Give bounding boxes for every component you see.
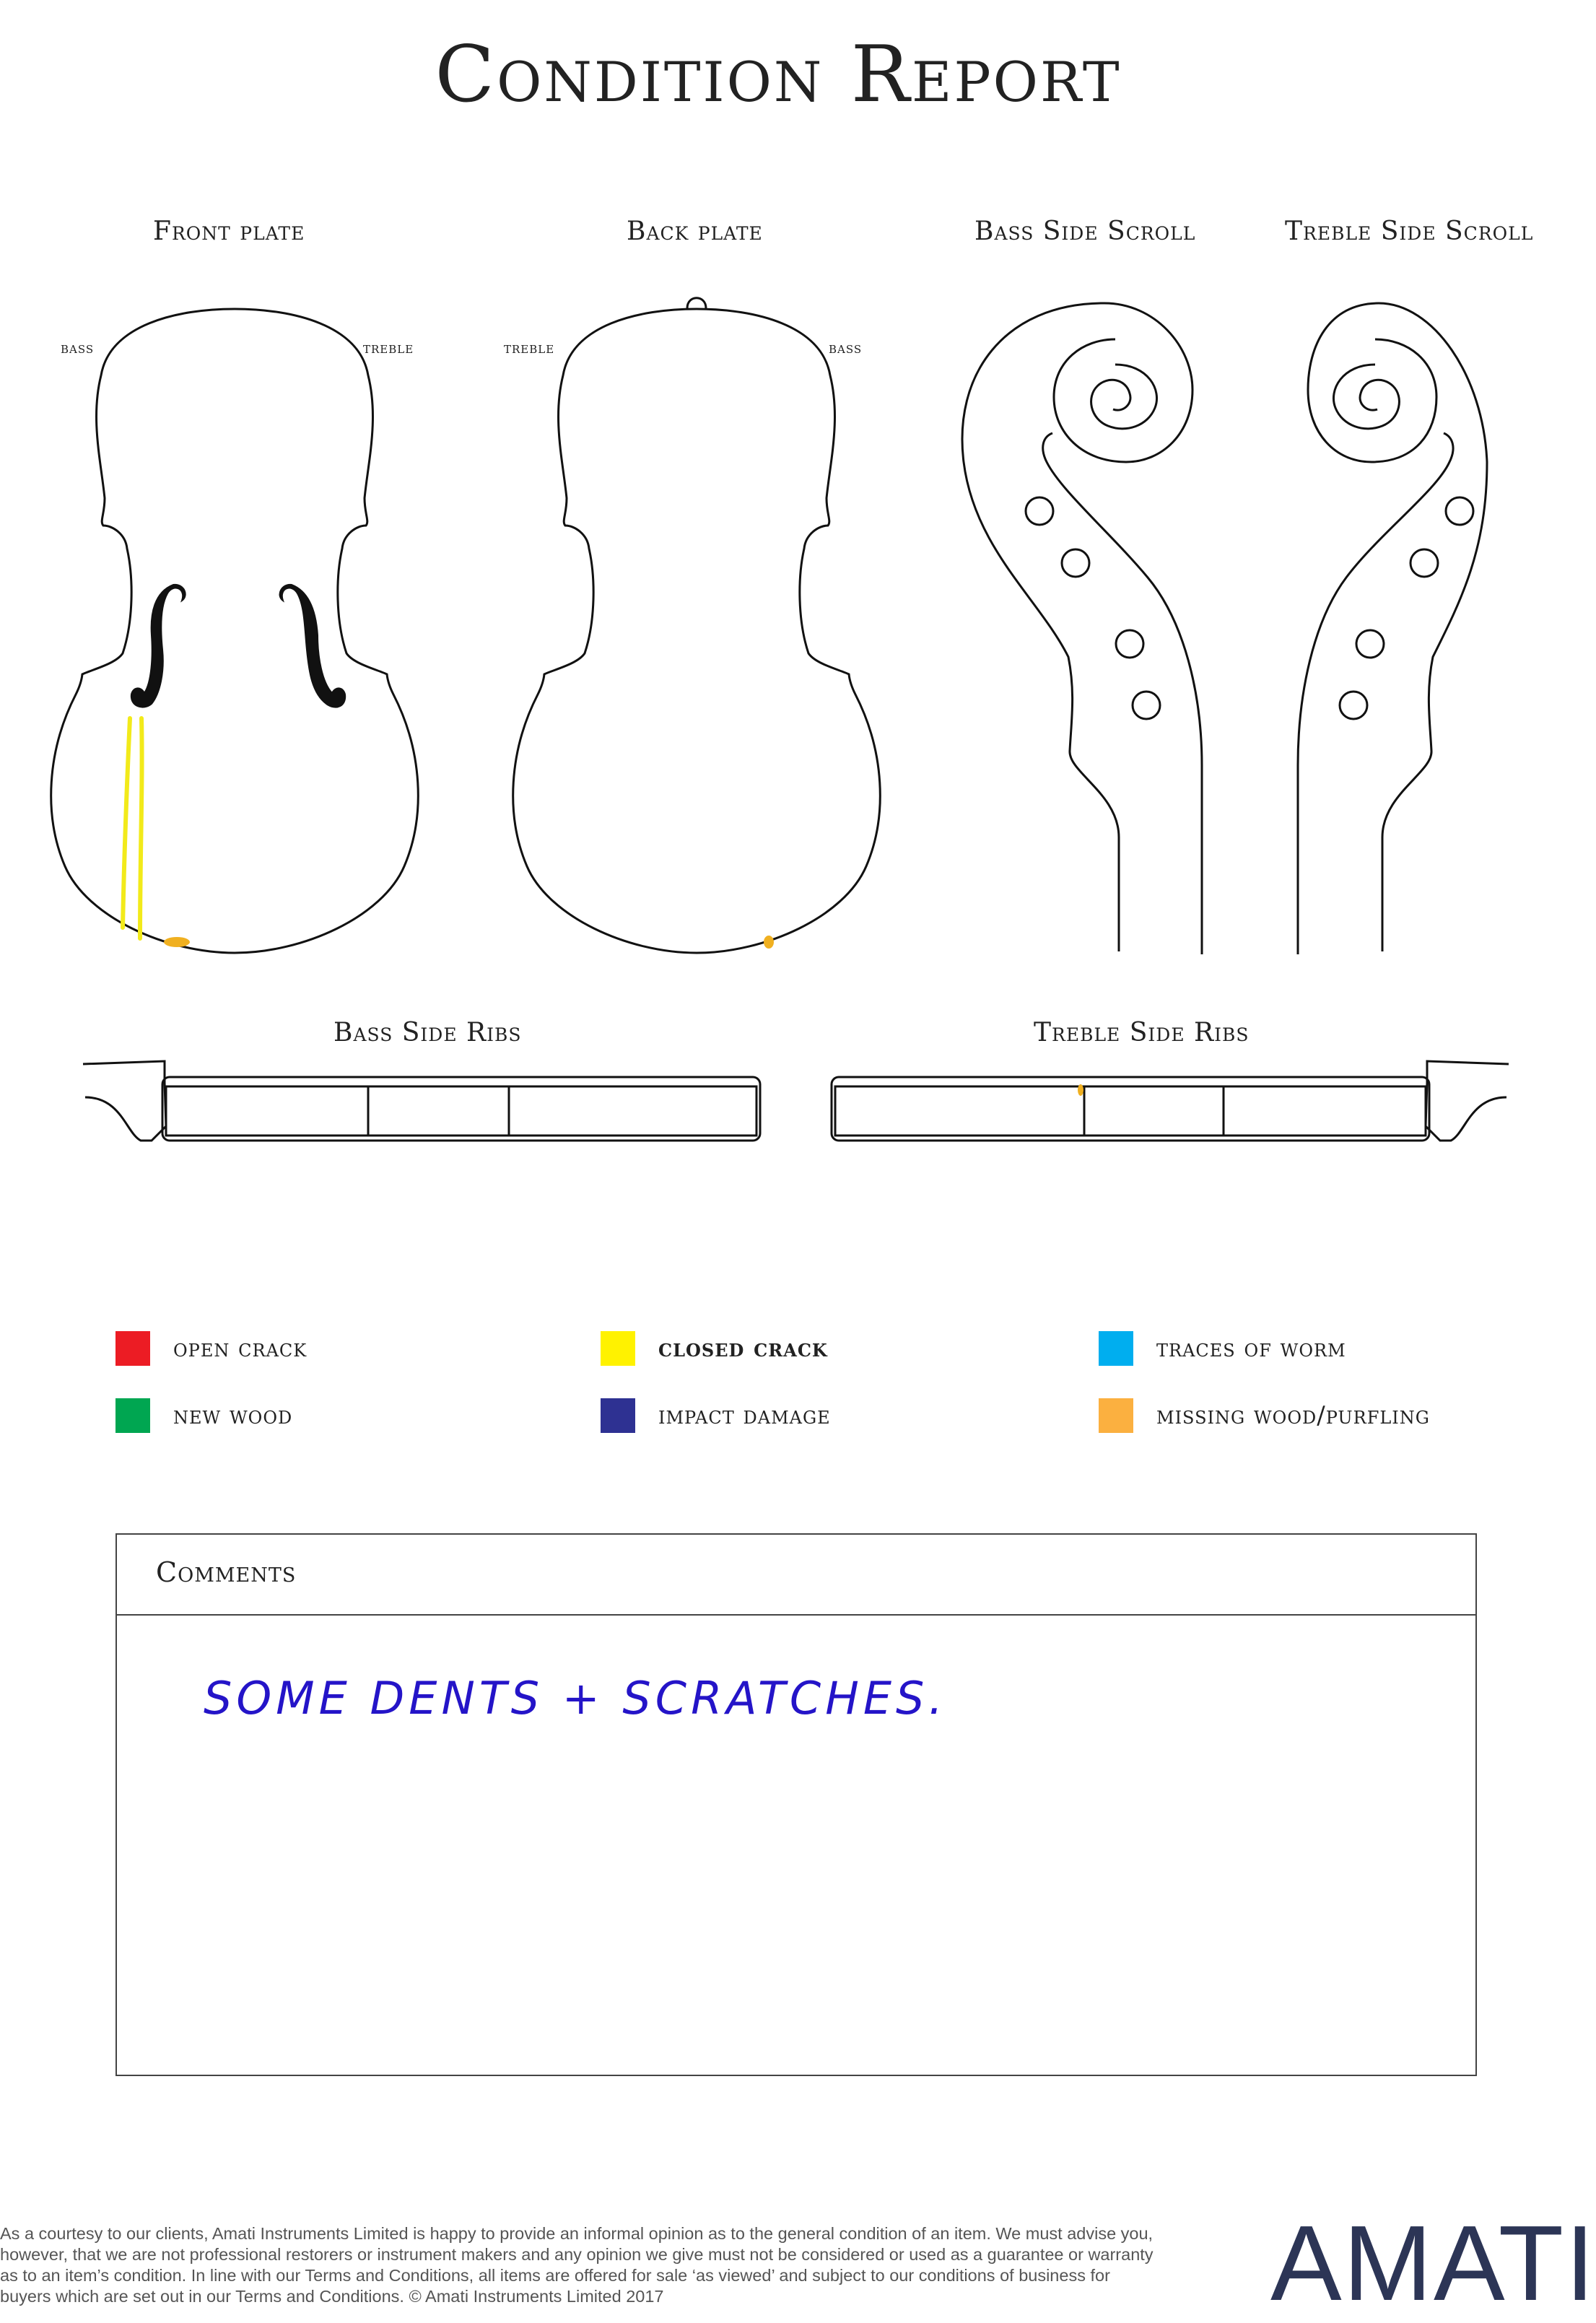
treble-scroll-outline: [1308, 303, 1487, 951]
treble-side-scroll-label: Treble Side Scroll: [1285, 217, 1534, 246]
missing-wood-markings: [164, 936, 1083, 1096]
missing-wood-back-plate: [764, 936, 774, 949]
bass-side-ribs-label: Bass Side Ribs: [333, 1018, 522, 1047]
closed-crack-markings: [123, 718, 142, 938]
comments-label: Comments: [156, 1556, 297, 1588]
bass-peg-hole-4: [1133, 692, 1160, 719]
treble-side-ribs-label: Treble Side Ribs: [1034, 1018, 1250, 1047]
page-title: Condition Report: [435, 30, 1122, 121]
bass-ribs-inner: [166, 1086, 756, 1136]
impact-damage-swatch: [601, 1398, 635, 1433]
comments-handwritten-text: SOME DENTS + SCRATCHES.: [204, 1672, 948, 1725]
bass-side-scroll-label: Bass Side Scroll: [974, 217, 1196, 246]
treble-scroll-volute: [1333, 365, 1399, 429]
treble-ribs-inner: [835, 1086, 1426, 1136]
amati-logo: AMATI: [1270, 2204, 1596, 2323]
open-crack-swatch: [115, 1331, 150, 1366]
treble-peg-hole-1: [1446, 497, 1473, 525]
legend-label: closed crack: [658, 1334, 828, 1363]
bass-scroll-neck: [1043, 433, 1202, 954]
legend-label: traces of worm: [1156, 1334, 1346, 1363]
legend-label: new wood: [173, 1401, 293, 1430]
bass-scroll-volute: [1091, 365, 1157, 429]
front-plate-label: Front plate: [153, 217, 305, 246]
treble-f-hole: [280, 585, 346, 707]
closed-crack-swatch: [601, 1331, 635, 1366]
bass-scroll-outline: [962, 303, 1192, 951]
missing-wood-treble-ribs: [1078, 1084, 1083, 1096]
bass-f-hole: [131, 585, 186, 707]
missing-wood-front-plate: [164, 937, 190, 947]
bass-peg-hole-2: [1062, 549, 1089, 577]
instrument-outline-diagrams: [0, 0, 1556, 1191]
disclaimer-text: As a courtesy to our clients, Amati Instruments Limited is happy to provide an informal opinion as to the general condition of an item. We must advise you, however, that we are not professional restorers or instrument makers and any opinion we give must not be considered or used as a guarantee or warranty as to an item’s condition. In line with our Terms and Conditions, all items are offered for sale ‘as viewed’ and subject to our conditions of business for buyers which are set out in our Terms and Conditions. © Amati Instruments Limited 2017: [0, 2224, 1154, 2306]
treble-peg-hole-2: [1410, 549, 1438, 577]
back-plate-right-side-label: bass: [829, 339, 863, 357]
treble-peg-hole-4: [1340, 692, 1367, 719]
traces-of-worm-swatch: [1099, 1331, 1133, 1366]
back-plate-outline: [513, 309, 881, 953]
missing-wood-swatch: [1099, 1398, 1133, 1433]
new-wood-swatch: [115, 1398, 150, 1433]
legend-label: missing wood/purfling: [1156, 1401, 1430, 1430]
back-plate-label: Back plate: [627, 217, 763, 246]
bass-ribs-neck: [83, 1061, 166, 1141]
back-plate-button: [687, 298, 706, 308]
closed-crack-line-1: [123, 718, 130, 928]
closed-crack-line-2: [140, 718, 142, 938]
bass-peg-hole-3: [1116, 630, 1143, 658]
front-plate-outline: [51, 309, 419, 953]
treble-peg-hole-3: [1356, 630, 1384, 658]
legend-label: open crack: [173, 1334, 308, 1363]
comments-header: [117, 1535, 1475, 1616]
back-plate-left-side-label: treble: [504, 339, 555, 357]
treble-ribs-neck: [1426, 1061, 1509, 1141]
comments-box: [115, 1533, 1477, 2076]
front-plate-right-side-label: treble: [363, 339, 414, 357]
legend-label: impact damage: [658, 1401, 831, 1430]
bass-peg-hole-1: [1026, 497, 1053, 525]
front-plate-left-side-label: bass: [61, 339, 95, 357]
